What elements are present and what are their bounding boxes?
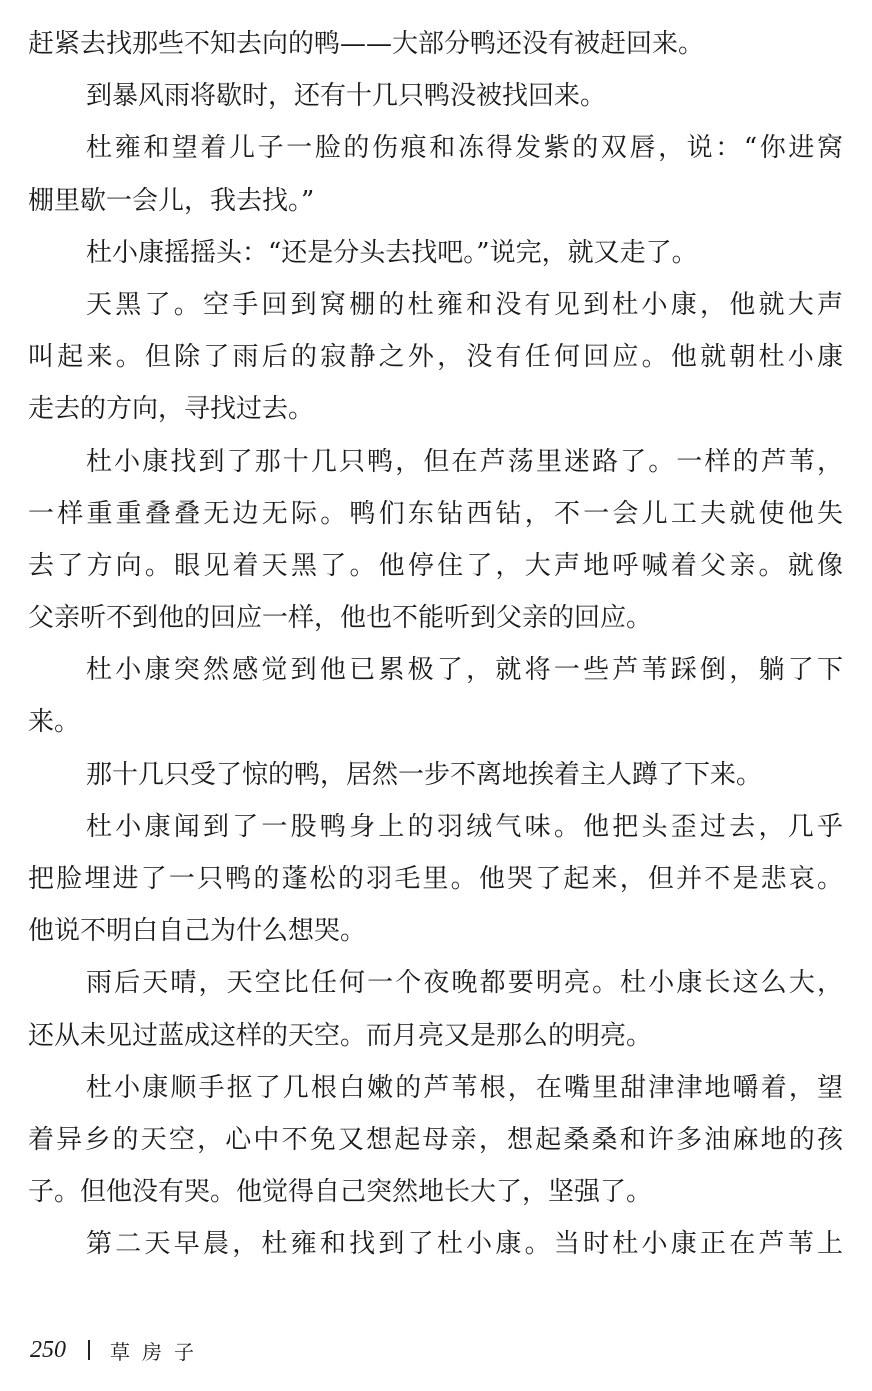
page-number: 250 <box>30 1336 66 1363</box>
book-title: 草房子 <box>110 1339 206 1364</box>
text-line: 着异乡的天空，心中不免又想起母亲，想起桑桑和许多油麻地的孩 <box>28 1124 843 1155</box>
paragraph <box>28 18 843 70</box>
paragraph <box>28 801 843 958</box>
text-line: 天黑了。空手回到窝棚的杜雍和没有见到杜小康，他就大声 <box>86 289 843 320</box>
text-line: 去了方向。眼见着天黑了。他停住了，大声地呼喊着父亲。就像 <box>28 550 843 581</box>
footer-divider <box>88 1340 90 1360</box>
text-line: 把脸埋进了一只鸭的蓬松的羽毛里。他哭了起来，但并不是悲哀。 <box>28 864 843 894</box>
page-footer <box>30 1332 206 1368</box>
text-line: 杜雍和望着儿子一脸的伤痕和冻得发紫的双唇，说：“你进窝 <box>86 133 843 164</box>
text-line: 还从未见过蓝成这样的天空。而月亮又是那么的明亮。 <box>28 1020 653 1051</box>
text-line: 赶紧去找那些不知去向的鸭——大部分鸭还没有被赶回来。 <box>28 29 705 59</box>
text-line: 叫起来。但除了雨后的寂静之外，没有任何回应。他就朝杜小康 <box>28 342 843 373</box>
text-line: 杜小康闻到了一股鸭身上的羽绒气味。他把头歪过去，几乎 <box>86 811 843 842</box>
text-line: 走去的方向，寻找过去。 <box>28 394 315 425</box>
paragraph <box>28 227 843 279</box>
text-line: 杜小康顺手抠了几根白嫩的芦苇根，在嘴里甜津津地嚼着，望 <box>86 1072 843 1103</box>
text-line: 杜小康找到了那十几只鸭，但在芦荡里迷路了。一样的芦苇， <box>86 446 843 477</box>
text-line: 杜小康摇摇头：“还是分头去找吧。”说完，就又走了。 <box>86 237 698 268</box>
paragraph <box>28 1218 843 1270</box>
text-line: 杜小康突然感觉到他已累极了，就将一些芦苇踩倒，躺了下 <box>86 655 843 686</box>
paragraph <box>28 436 843 645</box>
text-line: 一样重重叠叠无边无际。鸭们东钻西钻，不一会儿工夫就使他失 <box>28 498 843 529</box>
paragraph <box>28 70 843 122</box>
paragraph <box>28 644 843 748</box>
paragraph <box>28 279 843 436</box>
paragraph <box>28 749 843 801</box>
text-line: 到暴风雨将歇时，还有十几只鸭没被找回来。 <box>86 81 607 112</box>
text-line: 父亲听不到他的回应一样，他也不能听到父亲的回应。 <box>28 603 653 634</box>
body-text <box>28 18 843 1271</box>
text-line: 他说不明白自己为什么想哭。 <box>28 916 367 947</box>
text-line: 那十几只受了惊的鸭，居然一步不离地挨着主人蹲了下来。 <box>86 759 763 790</box>
text-line: 来。 <box>28 707 81 738</box>
text-line: 子。但他没有哭。他觉得自己突然地长大了，坚强了。 <box>28 1177 653 1208</box>
text-line: 雨后天晴，天空比任何一个夜晚都要明亮。杜小康长这么大， <box>86 968 843 999</box>
text-line: 第二天早晨，杜雍和找到了杜小康。当时杜小康正在芦苇上 <box>86 1229 843 1260</box>
text-line: 棚里歇一会儿，我去找。” <box>28 185 315 216</box>
paragraph <box>28 957 843 1061</box>
paragraph <box>28 1062 843 1219</box>
paragraph <box>28 122 843 226</box>
